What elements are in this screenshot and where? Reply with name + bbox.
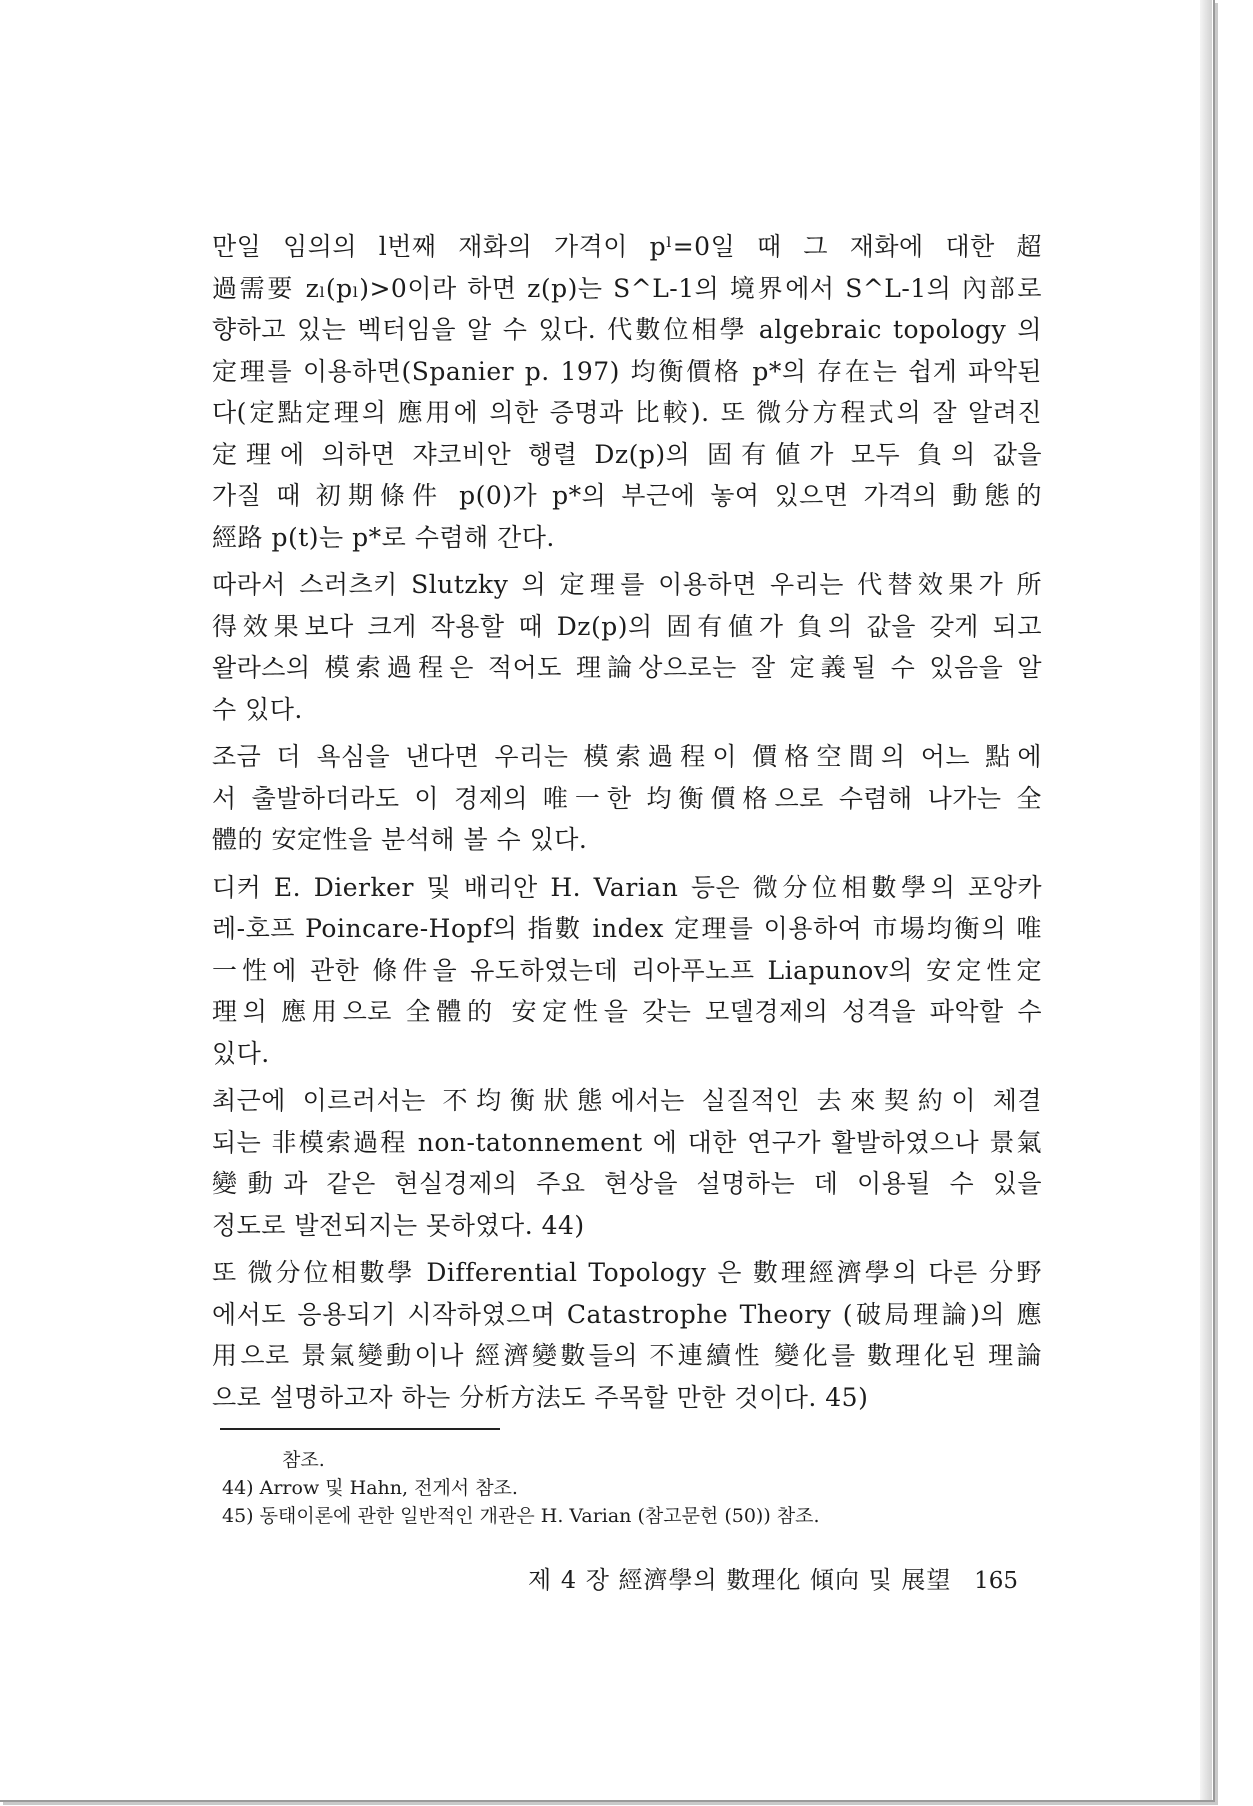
text-line: 되는 非模索過程 non-tatonnement 에 대한 연구가 활발하였으나 景氣 [212,1127,1042,1157]
text-line: 조금 더 욕심을 낸다면 우리는 模索過程이 價格空間의 어느 點에 [212,742,1042,771]
text-line: 定理를 이용하면(Spanier p. 197) 均衡價格 p*의 存在는 쉽게 파악된 [212,356,1042,386]
text-line: 變動과 같은 현실경제의 주요 현상을 설명하는 데 이용될 수 있을 [212,1169,1042,1198]
text-line: 定理에 의하면 쟈코비안 행렬 Dz(p)의 固有値가 모두 負의 값을 [212,439,1042,469]
text-line: 왈라스의 模索過程은 적어도 理論상으로는 잘 定義될 수 있음을 알 [212,653,1042,682]
text-line: 理의 應用으로 全體的 安定性을 갖는 모델경제의 성격을 파악할 수 [212,997,1042,1026]
footnotes [222,1428,1052,1530]
paragraph-differential-topology [212,1252,1042,1418]
text-line: 으로 설명하고자 하는 分析方法도 주목할 만한 것이다. 45) [212,1382,869,1412]
text-line: 體的 安定性을 분석해 볼 수 있다. [212,825,588,854]
running-footer [528,1560,1018,1595]
paragraph-slutzky [212,564,1042,730]
text-line: 서 출발하더라도 이 경제의 唯一한 均衡價格으로 수렴해 나가는 全 [212,783,1042,813]
text-line: 디커 E. Dierker 및 배리안 H. Varian 등은 微分位相數學의 포앙카 [212,872,1042,902]
text-line: 따라서 스러츠키 Slutzky 의 定理를 이용하면 우리는 代替效果가 所 [212,570,1042,599]
paragraph-non-tatonnement [212,1080,1042,1246]
text-line: 레-호프 Poincare-Hopf의 指數 index 定理를 이용하여 市場均衡의 唯 [212,914,1042,943]
text-line: 得效果보다 크게 작용할 때 Dz(p)의 固有値가 負의 값을 갖게 되고 [212,611,1042,641]
chapter-title: 제 4 장 經濟學의 數理化 傾向 및 展望 [528,1566,952,1594]
footnote-44: 44) Arrow 및 Hahn, 전게서 참조. [222,1477,518,1499]
footnote-continued: 참조. [282,1449,325,1471]
text-line: 가질 때 初期條件 p(0)가 p*의 부근에 놓여 있으면 가격의 動態的 [212,481,1042,510]
text-line: 또 微分位相數學 Differential Topology 은 數理經濟學의 다른 分野 [212,1258,1042,1287]
paragraph-topology [212,226,1042,558]
text-line: 수 있다. [212,694,303,724]
footnote-45: 45) 동태이론에 관한 일반적인 개관은 H. Varian (참고문헌 (50)) 참조. [222,1505,820,1527]
paragraph-dierker-varian [212,867,1042,1075]
text-line: 一性에 관한 條件을 유도하였는데 리아푸노프 Liapunov의 安定性定 [212,955,1042,985]
text-line: 만일 임의의 l번째 재화의 가격이 pˡ=0일 때 그 재화에 대한 超 [212,232,1042,261]
text-line: 다(定點定理의 應用에 의한 증명과 比較). 또 微分方程式의 잘 알려진 [212,398,1042,427]
text-line: 에서도 응용되기 시작하였으며 Catastrophe Theory (破局理論)의 應 [212,1299,1042,1329]
text-line: 過需要 zₗ(pₗ)>0이라 하면 z(p)는 S^L-1의 境界에서 S^L-1의 內部로 [212,273,1042,303]
footnote-rule [220,1428,500,1430]
text-line: 최근에 이르러서는 不均衡狀態에서는 실질적인 去來契約이 체결 [212,1086,1042,1115]
page-edge-shadow [1200,0,1212,1800]
text-line: 用으로 景氣變動이나 經濟變數들의 不連續性 變化를 數理化된 理論 [212,1341,1042,1370]
text-line: 經路 p(t)는 p*로 수렴해 간다. [212,522,555,552]
text-line: 정도로 발전되지는 못하였다. 44) [212,1210,585,1240]
main-text-block [212,226,1042,1424]
text-line: 있다. [212,1038,270,1068]
paragraph-global-stability [212,736,1042,861]
page-number: 165 [974,1568,1018,1594]
text-line: 향하고 있는 벡터임을 알 수 있다. 代數位相學 algebraic topology 의 [212,315,1042,344]
